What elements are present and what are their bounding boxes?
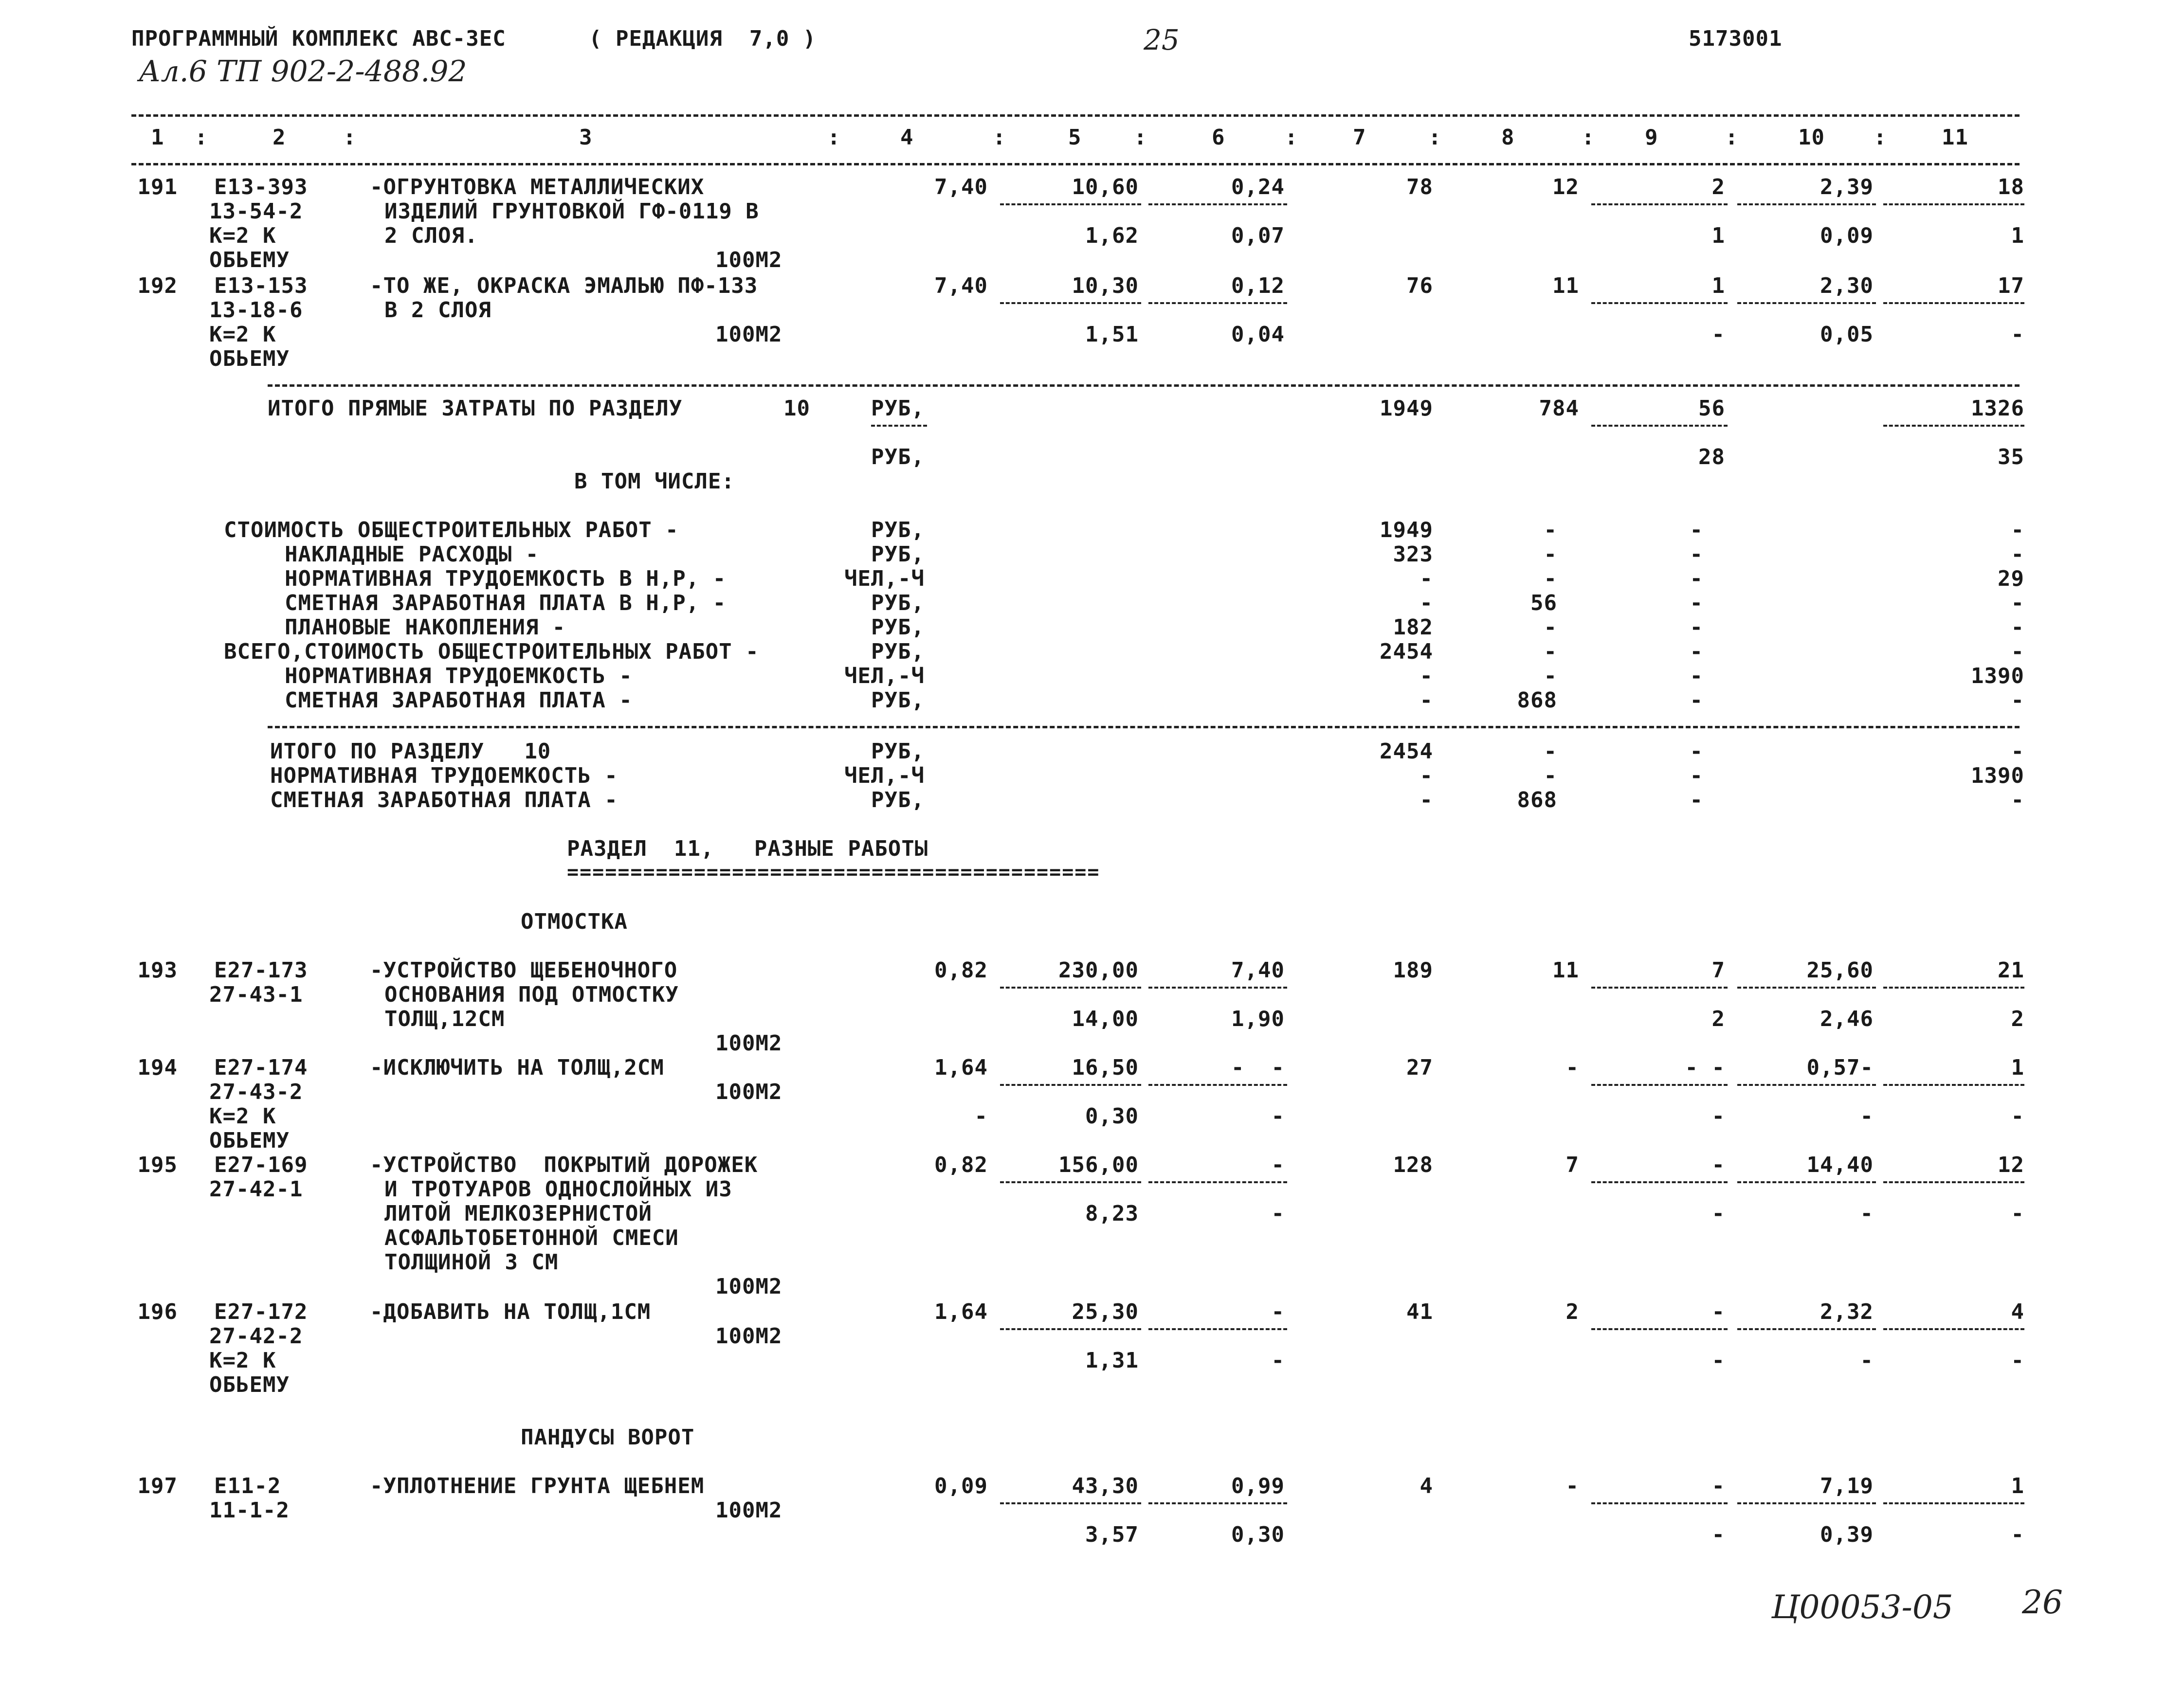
wage-total: - <box>1565 1474 1579 1498</box>
norm-subcode: 13-54-2 <box>209 199 303 224</box>
labor-unit: 2,30 <box>1820 273 1874 298</box>
unit-cost: 10,30 <box>1072 273 1139 298</box>
row-number: 197 <box>137 1474 178 1498</box>
machine-total: - <box>1711 1153 1725 1177</box>
summary-labor: - <box>2011 615 2024 640</box>
unit-cost: 156,00 <box>1058 1153 1139 1177</box>
summary-cost: - <box>1420 664 1433 688</box>
norm-subcode: ОБЬЕМУ <box>209 1128 290 1153</box>
labor-unit: 25,60 <box>1806 958 1874 983</box>
quantity: 1,64 <box>934 1299 988 1324</box>
value-underline <box>1148 1084 1287 1086</box>
work-description: -ОГРУНТОВКА МЕТАЛЛИЧЕСКИХ <box>370 175 705 199</box>
summary-labor: 1390 <box>1971 664 2024 688</box>
row-number: 196 <box>137 1299 178 1324</box>
column-header-3: 3 <box>579 125 593 150</box>
summary-cost: 1949 <box>1380 518 1433 542</box>
total-direct-cost: 1949 <box>1380 396 1433 421</box>
norm-subcode: 27-43-1 <box>209 982 303 1007</box>
subsection-ramps: ПАНДУСЫ ВОРОТ <box>521 1425 695 1450</box>
summary-label: ПЛАНОВЫЕ НАКОПЛЕНИЯ - <box>285 615 566 640</box>
labor-total: 21 <box>1998 958 2024 983</box>
machine-cost: 0,99 <box>1231 1474 1285 1498</box>
machine-cost: - - <box>1231 1055 1285 1080</box>
section-total-cost: - <box>1420 763 1433 788</box>
unit-cost: 43,30 <box>1072 1474 1139 1498</box>
machine-total-wage: - <box>1711 1348 1725 1373</box>
total-cost: 27 <box>1406 1055 1433 1080</box>
section-total-wage: 868 <box>1517 788 1557 812</box>
machine-total: - - <box>1685 1055 1725 1080</box>
labor-unit: 7,19 <box>1820 1474 1874 1498</box>
value-underline <box>1737 1328 1876 1330</box>
summary-labor: - <box>2011 688 2024 713</box>
value-underline <box>1883 1328 2024 1330</box>
machine-cost-wage: 0,07 <box>1231 223 1285 248</box>
header-rule-bottom <box>131 163 2020 165</box>
summary-unit: РУБ, <box>871 639 925 664</box>
section-total-label: НОРМАТИВНАЯ ТРУДОЕМКОСТЬ - <box>270 763 618 788</box>
machine-total: 7 <box>1711 958 1725 983</box>
wage-total: - <box>1565 1055 1579 1080</box>
norm-subcode: ОБЬЕМУ <box>209 1372 290 1397</box>
unit-cost-wage: 1,31 <box>1085 1348 1139 1373</box>
labor-total: 4 <box>2011 1299 2024 1324</box>
section-total-cost: - <box>1420 788 1433 812</box>
summary-wage: - <box>1544 639 1557 664</box>
value-underline <box>1148 302 1287 304</box>
total-direct-label: ИТОГО ПРЯМЫЕ ЗАТРАТЫ ПО РАЗДЕЛУ <box>268 396 683 421</box>
value-underline <box>1737 203 1876 205</box>
machine-cost-wage: 0,04 <box>1231 322 1285 347</box>
measure-unit: 100М2 <box>715 1031 783 1056</box>
total-direct-machine-wage: 28 <box>1698 445 1725 469</box>
summary-label: СТОИМОСТЬ ОБЩЕСТРОИТЕЛЬНЫХ РАБОТ - <box>224 518 679 542</box>
labor-total-mach: - <box>2011 1522 2024 1547</box>
measure-unit: 100М2 <box>715 248 783 272</box>
summary-unit: РУБ, <box>871 615 925 640</box>
labor-total-mach: 2 <box>2011 1007 2024 1031</box>
value-underline <box>1591 1502 1728 1504</box>
value-underline <box>1000 1328 1141 1330</box>
summary-cost: 182 <box>1393 615 1433 640</box>
unit-cost-wage: 8,23 <box>1085 1201 1139 1226</box>
value-underline <box>1737 302 1876 304</box>
machine-cost-wage: 1,90 <box>1231 1007 1285 1031</box>
column-separator: : <box>1874 125 1887 150</box>
value-underline <box>1737 987 1876 989</box>
machine-cost: 0,24 <box>1231 175 1285 199</box>
labor-total: 1 <box>2011 1474 2024 1498</box>
norm-subcode: 11-1-2 <box>209 1498 290 1523</box>
footer-sheet-handwritten: 26 <box>2022 1584 2063 1621</box>
norm-code: Е13-393 <box>214 175 308 199</box>
norm-subcode: К=2 К <box>209 1104 276 1129</box>
column-separator: : <box>1134 125 1147 150</box>
column-separator: : <box>827 125 841 150</box>
unit-cost-wage: 14,00 <box>1072 1007 1139 1031</box>
work-description: -ИСКЛЮЧИТЬ НА ТОЛЩ,2СМ <box>370 1055 664 1080</box>
summary-labor: - <box>2011 591 2024 615</box>
column-separator: : <box>1285 125 1298 150</box>
quantity: 7,40 <box>934 273 988 298</box>
norm-subcode: К=2 К <box>209 223 276 248</box>
summary-machine: - <box>1690 518 1703 542</box>
column-header-11: 11 <box>1942 125 1968 150</box>
labor-unit: 14,40 <box>1806 1153 1874 1177</box>
summary-labor: - <box>2011 639 2024 664</box>
value-underline <box>1000 1181 1141 1183</box>
summary-labor: 29 <box>1998 566 2024 591</box>
norm-subcode: ОБЬЕМУ <box>209 346 290 371</box>
summary-unit: РУБ, <box>871 542 925 567</box>
quantity-aux: - <box>974 1104 988 1129</box>
measure-unit: 100М2 <box>715 1324 783 1349</box>
column-separator: : <box>195 125 208 150</box>
summary-labor: - <box>2011 542 2024 567</box>
machine-cost: 0,12 <box>1231 273 1285 298</box>
value-underline <box>1591 302 1728 304</box>
labor-unit-mach: - <box>1860 1348 1874 1373</box>
section-11-title: РАЗДЕЛ 11, РАЗНЫЕ РАБОТЫ <box>567 836 928 861</box>
summary-machine: - <box>1690 615 1703 640</box>
machine-total-wage: - <box>1711 322 1725 347</box>
value-underline <box>1148 987 1287 989</box>
unit-cost-wage: 0,30 <box>1085 1104 1139 1129</box>
value-underline <box>1000 1502 1141 1504</box>
unit-cost: 230,00 <box>1058 958 1139 983</box>
summary-label: НАКЛАДНЫЕ РАСХОДЫ - <box>285 542 539 567</box>
work-description: В 2 СЛОЯ <box>384 298 491 323</box>
section-total-label: ИТОГО ПО РАЗДЕЛУ 10 <box>270 739 551 764</box>
work-description: -УПЛОТНЕНИЕ ГРУНТА ЩЕБНЕМ <box>370 1474 705 1498</box>
value-underline <box>1737 1181 1876 1183</box>
work-description: ТОЛЩИНОЙ 3 СМ <box>384 1250 559 1275</box>
value-underline <box>1148 1328 1287 1330</box>
norm-subcode: 27-42-1 <box>209 1177 303 1202</box>
unit-underline <box>871 425 927 427</box>
labor-unit-mach: 0,09 <box>1820 223 1874 248</box>
summary-wage: - <box>1544 566 1557 591</box>
total-direct-machine: 56 <box>1698 396 1725 421</box>
unit-cost: 10,60 <box>1072 175 1139 199</box>
column-header-9: 9 <box>1645 125 1658 150</box>
norm-subcode: 13-18-6 <box>209 298 303 323</box>
summary-labor: - <box>2011 518 2024 542</box>
work-description: -ДОБАВИТЬ НА ТОЛЩ,1СМ <box>370 1299 651 1324</box>
unit-cost: 16,50 <box>1072 1055 1139 1080</box>
column-separator: : <box>993 125 1006 150</box>
section-total-labor: - <box>2011 739 2024 764</box>
machine-total-wage: - <box>1711 1522 1725 1547</box>
norm-code: Е11-2 <box>214 1474 281 1498</box>
summary-label: СМЕТНАЯ ЗАРАБОТНАЯ ПЛАТА В Н,Р, - <box>285 591 727 615</box>
section-total-machine: - <box>1690 788 1703 812</box>
labor-total: 17 <box>1998 273 2024 298</box>
quantity: 7,40 <box>934 175 988 199</box>
column-separator: : <box>343 125 357 150</box>
machine-total: 2 <box>1711 175 1725 199</box>
labor-total-mach: - <box>2011 1201 2024 1226</box>
norm-subcode: К=2 К <box>209 322 276 347</box>
wage-total: 11 <box>1552 958 1579 983</box>
sheet-handwritten: Ал.6 ТП 902-2-488.92 <box>139 54 467 89</box>
machine-cost: - <box>1271 1153 1285 1177</box>
column-header-5: 5 <box>1068 125 1082 150</box>
value-underline <box>1000 302 1141 304</box>
summary-unit: РУБ, <box>871 591 925 615</box>
labor-total: 1 <box>2011 1055 2024 1080</box>
quantity: 0,09 <box>934 1474 988 1498</box>
machine-cost-wage: - <box>1271 1348 1285 1373</box>
total-direct-labor: 1326 <box>1971 396 2024 421</box>
value-underline <box>1000 203 1141 205</box>
machine-cost-wage: 0,30 <box>1231 1522 1285 1547</box>
quantity: 0,82 <box>934 1153 988 1177</box>
section-total-unit: РУБ, <box>871 739 925 764</box>
summary-cost: - <box>1420 591 1433 615</box>
summary-wage: - <box>1544 542 1557 567</box>
value-underline <box>1591 1181 1728 1183</box>
summary-label: ВСЕГО,СТОИМОСТЬ ОБЩЕСТРОИТЕЛЬНЫХ РАБОТ - <box>224 639 759 664</box>
value-underline <box>1883 987 2024 989</box>
quantity: 0,82 <box>934 958 988 983</box>
column-header-8: 8 <box>1501 125 1515 150</box>
machine-total: - <box>1711 1299 1725 1324</box>
program-title: ПРОГРАММНЫЙ КОМПЛЕКС АВС-ЗЕС <box>131 26 506 51</box>
value-underline <box>1148 203 1287 205</box>
labor-unit: 2,32 <box>1820 1299 1874 1324</box>
labor-total-mach: - <box>2011 322 2024 347</box>
norm-code: Е13-153 <box>214 273 308 298</box>
total-direct-unit-wage: РУБ, <box>871 445 925 469</box>
machine-total-wage: 2 <box>1711 1007 1725 1031</box>
total-direct-section: 10 <box>783 396 810 421</box>
work-description: ЛИТОЙ МЕЛКОЗЕРНИСТОЙ <box>384 1201 652 1226</box>
machine-total-wage: - <box>1711 1201 1725 1226</box>
norm-code: Е27-169 <box>214 1153 308 1177</box>
column-header-6: 6 <box>1212 125 1225 150</box>
work-description: АСФАЛЬТОБЕТОННОЙ СМЕСИ <box>384 1226 679 1250</box>
value-underline <box>1883 1084 2024 1086</box>
work-description: -УСТРОЙСТВО ЩЕБЕНОЧНОГО <box>370 958 678 983</box>
value-underline <box>1883 1502 2024 1504</box>
norm-code: Е27-172 <box>214 1299 308 1324</box>
total-cost: 78 <box>1406 175 1433 199</box>
header-rule-top <box>131 114 2020 117</box>
summary-wage: - <box>1544 615 1557 640</box>
total-direct-wage: 784 <box>1539 396 1579 421</box>
footer-code-handwritten: Ц00053-05 <box>1771 1588 1953 1626</box>
wage-total: 12 <box>1552 175 1579 199</box>
total-direct-unit: РУБ, <box>871 396 925 421</box>
machine-cost-wage: - <box>1271 1104 1285 1129</box>
section-total-unit: РУБ, <box>871 788 925 812</box>
value-underline <box>1591 1328 1728 1330</box>
value-underline <box>1148 1502 1287 1504</box>
unit-cost-wage: 1,51 <box>1085 322 1139 347</box>
measure-unit: 100М2 <box>715 1080 783 1104</box>
labor-total: 12 <box>1998 1153 2024 1177</box>
edition-label: ( РЕДАКЦИЯ 7,0 ) <box>589 26 817 51</box>
norm-subcode: К=2 К <box>209 1348 276 1373</box>
unit-cost-wage: 1,62 <box>1085 223 1139 248</box>
summary-cost: 2454 <box>1380 639 1433 664</box>
work-description: ТОЛЩ,12СМ <box>384 1007 505 1031</box>
summary-machine: - <box>1690 566 1703 591</box>
labor-total-mach: - <box>2011 1104 2024 1129</box>
row-number: 193 <box>137 958 178 983</box>
value-underline <box>1883 425 2024 427</box>
norm-code: Е27-173 <box>214 958 308 983</box>
subsection-otmostka: ОТМОСТКА <box>521 909 628 934</box>
summary-unit: РУБ, <box>871 688 925 713</box>
wage-total: 2 <box>1565 1299 1579 1324</box>
column-header-7: 7 <box>1353 125 1366 150</box>
work-description: ИЗДЕЛИЙ ГРУНТОВКОЙ ГФ-0119 В <box>384 199 759 224</box>
column-separator: : <box>1582 125 1595 150</box>
value-underline <box>1591 987 1728 989</box>
section-total-label: СМЕТНАЯ ЗАРАБОТНАЯ ПЛАТА - <box>270 788 618 812</box>
labor-total: 18 <box>1998 175 2024 199</box>
section-total-rule <box>268 726 2020 728</box>
machine-cost-wage: - <box>1271 1201 1285 1226</box>
section-total-labor: - <box>2011 788 2024 812</box>
labor-unit-mach: 0,05 <box>1820 322 1874 347</box>
summary-machine: - <box>1690 542 1703 567</box>
column-header-1: 1 <box>151 125 164 150</box>
labor-total-mach: - <box>2011 1348 2024 1373</box>
row-number: 195 <box>137 1153 178 1177</box>
work-description: 2 СЛОЯ. <box>384 223 478 248</box>
value-underline <box>1591 1084 1728 1086</box>
labor-unit-mach: - <box>1860 1201 1874 1226</box>
value-underline <box>1000 1084 1141 1086</box>
measure-unit: 100М2 <box>715 1274 783 1299</box>
summary-wage: 56 <box>1530 591 1557 615</box>
value-underline <box>1148 1181 1287 1183</box>
page-number: 25 <box>1144 23 1180 56</box>
summary-label: НОРМАТИВНАЯ ТРУДОЕМКОСТЬ - <box>285 664 633 688</box>
summary-machine: - <box>1690 639 1703 664</box>
work-description: -УСТРОЙСТВО ПОКРЫТИЙ ДОРОЖЕК <box>370 1153 758 1177</box>
wage-total: 7 <box>1565 1153 1579 1177</box>
total-cost: 76 <box>1406 273 1433 298</box>
work-description: ОСНОВАНИЯ ПОД ОТМОСТКУ <box>384 982 679 1007</box>
value-underline <box>1737 1084 1876 1086</box>
column-header-2: 2 <box>273 125 286 150</box>
machine-total: 1 <box>1711 273 1725 298</box>
column-separator: : <box>1428 125 1442 150</box>
section-total-machine: - <box>1690 763 1703 788</box>
summary-unit: ЧЕЛ,-Ч <box>844 566 925 591</box>
value-underline <box>1737 1502 1876 1504</box>
value-underline <box>1000 987 1141 989</box>
work-description: -ТО ЖЕ, ОКРАСКА ЭМАЛЬЮ ПФ-133 <box>370 273 758 298</box>
labor-total-mach: 1 <box>2011 223 2024 248</box>
measure-unit: 100М2 <box>715 322 783 347</box>
column-header-4: 4 <box>900 125 914 150</box>
labor-unit: 2,39 <box>1820 175 1874 199</box>
totals-rule-top <box>268 384 2020 387</box>
including-heading: В ТОМ ЧИСЛЕ: <box>574 469 735 494</box>
column-separator: : <box>1725 125 1739 150</box>
summary-unit: РУБ, <box>871 518 925 542</box>
norm-subcode: 27-43-2 <box>209 1080 303 1104</box>
norm-code: Е27-174 <box>214 1055 308 1080</box>
value-underline <box>1591 203 1728 205</box>
total-cost: 128 <box>1393 1153 1433 1177</box>
section-total-cost: 2454 <box>1380 739 1433 764</box>
labor-unit: 0,57- <box>1806 1055 1874 1080</box>
labor-unit-mach: 2,46 <box>1820 1007 1874 1031</box>
value-underline <box>1591 425 1728 427</box>
machine-total-wage: - <box>1711 1104 1725 1129</box>
summary-wage: - <box>1544 518 1557 542</box>
unit-cost-wage: 3,57 <box>1085 1522 1139 1547</box>
row-number: 194 <box>137 1055 178 1080</box>
total-cost: 41 <box>1406 1299 1433 1324</box>
summary-label: СМЕТНАЯ ЗАРАБОТНАЯ ПЛАТА - <box>285 688 633 713</box>
total-cost: 189 <box>1393 958 1433 983</box>
document-code: 5173001 <box>1689 26 1783 51</box>
value-underline <box>1883 203 2024 205</box>
summary-machine: - <box>1690 664 1703 688</box>
work-description: И ТРОТУАРОВ ОДНОСЛОЙНЫХ ИЗ <box>384 1177 732 1202</box>
machine-cost: 7,40 <box>1231 958 1285 983</box>
norm-subcode: 27-42-2 <box>209 1324 303 1349</box>
machine-total: - <box>1711 1474 1725 1498</box>
section-11-underline: ========================================== <box>567 861 1100 884</box>
summary-label: НОРМАТИВНАЯ ТРУДОЕМКОСТЬ В Н,Р, - <box>285 566 727 591</box>
total-direct-labor-mach: 35 <box>1998 445 2024 469</box>
row-number: 192 <box>137 273 178 298</box>
value-underline <box>1883 302 2024 304</box>
section-total-unit: ЧЕЛ,-Ч <box>844 763 925 788</box>
section-total-labor: 1390 <box>1971 763 2024 788</box>
section-total-wage: - <box>1544 763 1557 788</box>
summary-cost: - <box>1420 688 1433 713</box>
wage-total: 11 <box>1552 273 1579 298</box>
summary-wage: 868 <box>1517 688 1557 713</box>
row-number: 191 <box>137 175 178 199</box>
measure-unit: 100М2 <box>715 1498 783 1523</box>
summary-cost: - <box>1420 566 1433 591</box>
summary-cost: 323 <box>1393 542 1433 567</box>
summary-wage: - <box>1544 664 1557 688</box>
quantity: 1,64 <box>934 1055 988 1080</box>
machine-total-wage: 1 <box>1711 223 1725 248</box>
summary-machine: - <box>1690 591 1703 615</box>
total-cost: 4 <box>1420 1474 1433 1498</box>
column-header-10: 10 <box>1798 125 1825 150</box>
section-total-machine: - <box>1690 739 1703 764</box>
section-total-wage: - <box>1544 739 1557 764</box>
labor-unit-mach: 0,39 <box>1820 1522 1874 1547</box>
summary-unit: ЧЕЛ,-Ч <box>844 664 925 688</box>
norm-subcode: ОБЬЕМУ <box>209 248 290 272</box>
machine-cost: - <box>1271 1299 1285 1324</box>
labor-unit-mach: - <box>1860 1104 1874 1129</box>
summary-machine: - <box>1690 688 1703 713</box>
unit-cost: 25,30 <box>1072 1299 1139 1324</box>
value-underline <box>1883 1181 2024 1183</box>
